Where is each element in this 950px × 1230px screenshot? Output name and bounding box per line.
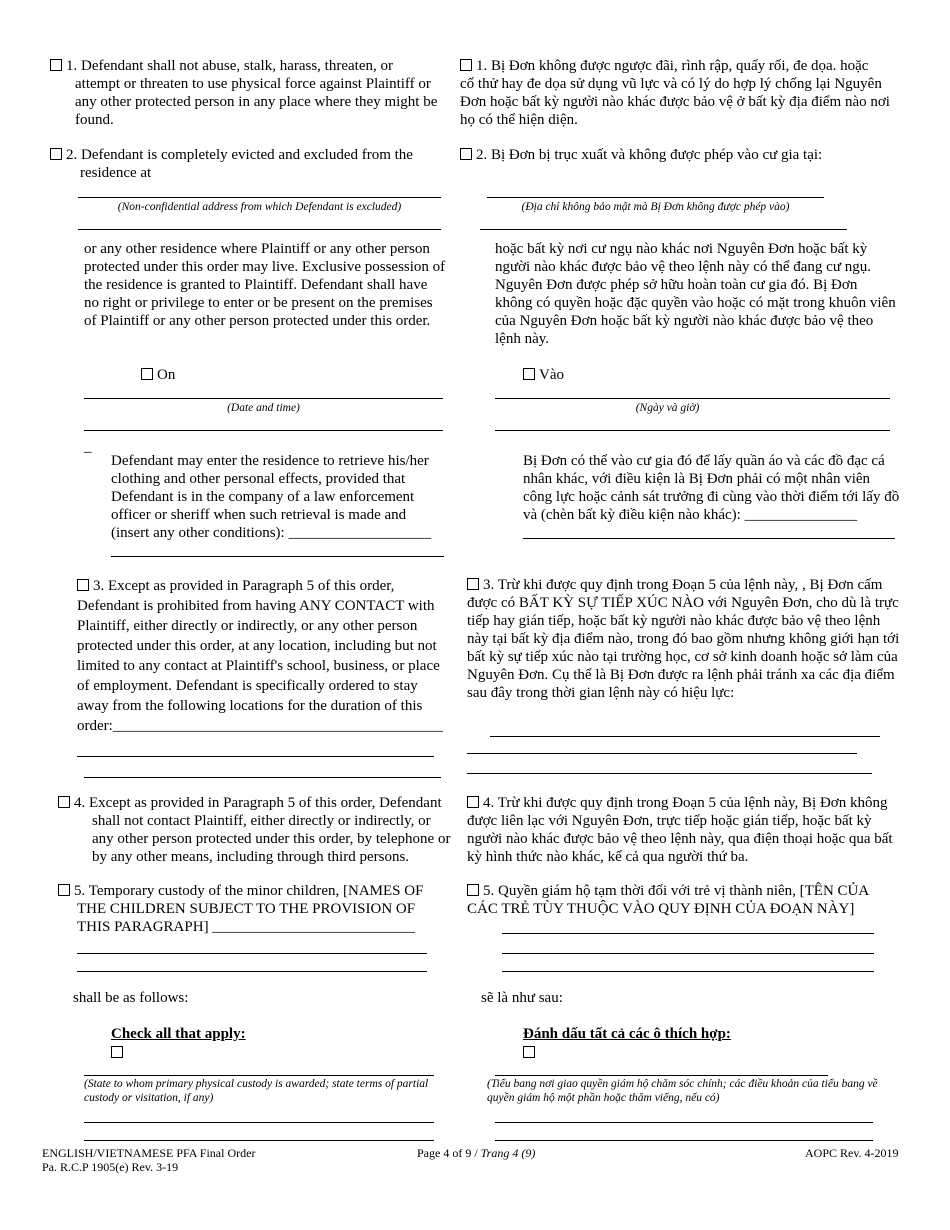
left-paragraph-5: 5. Temporary custody of the minor children, [NAMES OF THE CHILDREN SUBJECT TO THE PROVISION OF THIS PARAGRAPH] ___________________________ <box>58 882 443 936</box>
left-paragraph-4: 4. Except as provided in Paragraph 5 of this order, Defendant shall not contact Plaintiff, either directly or indirectly, or any other person protected under this order, by telephone or by any other means, including through third persons. <box>58 794 455 866</box>
left-p2-body: or any other residence where Plaintiff or any other person protected under this order may live. Exclusive possession of the residence is granted to Plaintiff. Defendant shall have no right or privilege to enter or be present on the premises of Plaintiff or any other person protected under this order. <box>84 241 446 329</box>
right-paragraph-5: 5. Quyền giám hộ tạm thời đối với trẻ vị thành niên, [TÊN CỦA CÁC TRẺ TÙY THUỘC VÀO QUY ĐỊNH CỦA ĐOẠN NÀY] <box>467 883 869 917</box>
left-datetime-line[interactable] <box>84 398 443 399</box>
left-custody-line-3[interactable] <box>84 1140 434 1141</box>
right-address-line-2[interactable] <box>480 229 847 230</box>
left-custody-checkbox[interactable] <box>111 1046 123 1058</box>
right-p3-line-2[interactable] <box>467 753 857 754</box>
right-p3-line-3[interactable] <box>467 773 872 774</box>
left-shall-be: shall be as follows: <box>73 990 189 1006</box>
right-datetime-caption: (Ngày và giờ) <box>635 402 700 414</box>
left-custody-checkbox-wrap <box>111 1044 127 1062</box>
left-on-checkbox-row: On <box>141 366 175 384</box>
right-custody-checkbox-wrap <box>523 1044 539 1062</box>
left-paragraph-2: 2. Defendant is completely evicted and excluded from the residence at <box>50 146 445 182</box>
footer-form-info <box>42 1146 255 1174</box>
left-p4-checkbox[interactable] <box>58 796 70 808</box>
left-check-all-heading: Check all that apply: <box>111 1026 246 1042</box>
right-check-all-heading: Đánh dấu tất cả các ô thích hợp: <box>523 1026 731 1042</box>
left-p3-checkbox[interactable] <box>77 579 89 591</box>
right-custody-line-2[interactable] <box>495 1122 873 1123</box>
left-p1-checkbox[interactable] <box>50 59 62 71</box>
right-p5-checkbox[interactable] <box>467 884 479 896</box>
left-datetime-line-2[interactable] <box>84 430 443 431</box>
left-p2-checkbox[interactable] <box>50 148 62 160</box>
right-paragraph-4: 4. Trừ khi được quy định trong Đoạn 5 của lệnh này, Bị Đơn không được liên lạc với Nguyên Đơn, trực tiếp hoặc gián tiếp, hoặc bất kỳ người nào khác được bảo vệ theo lệnh này, qua điện thoại hoặc qua bất kỳ hình thức nào khác, kể cả qua người thứ ba. <box>467 795 893 865</box>
right-p5-line-3[interactable] <box>502 971 874 972</box>
right-paragraph-2: 2. Bị Đơn bị trục xuất và không được phép vào cư gia tại: <box>460 146 900 164</box>
left-p5-checkbox[interactable] <box>58 884 70 896</box>
right-p3-checkbox[interactable] <box>467 578 479 590</box>
left-datetime-caption: (Date and time) <box>227 402 300 414</box>
left-p3-line-1[interactable] <box>77 756 434 757</box>
right-datetime-line-2[interactable] <box>495 430 890 431</box>
left-retrieve-text: Defendant may enter the residence to retrieve his/her clothing and other personal effects, provided that Defendant is in the company of a law enforcement officer or sheriff when such retrieval is made and (insert any other conditions): ___________________ <box>111 453 431 541</box>
left-address-line[interactable] <box>78 197 441 198</box>
right-p2-body: hoặc bất kỳ nơi cư ngụ nào khác nơi Nguyên Đơn hoặc bất kỳ người nào khác được bảo vệ theo lệnh này có thể đang cư ngụ. Nguyên Đơn được phép sở hữu hoàn toàn cư gia đó. Bị Đơn không có quyền hoặc đặc quyền vào hoặc có mặt trong khuôn viên của Nguyên Đơn hoặc bất kỳ người nào khác được bảo vệ theo lệnh này. <box>495 241 896 347</box>
left-address-line-2[interactable] <box>78 229 441 230</box>
right-p4-checkbox[interactable] <box>467 796 479 808</box>
right-custody-checkbox[interactable] <box>523 1046 535 1058</box>
left-custody-line-2[interactable] <box>84 1122 434 1123</box>
left-stray-mark: _ <box>84 439 92 455</box>
right-p3-line-1[interactable] <box>490 736 880 737</box>
right-shall-be: sẽ là như sau: <box>481 990 563 1006</box>
left-custody-line[interactable] <box>84 1075 434 1076</box>
left-p5-line-1[interactable] <box>77 953 427 954</box>
right-custody-caption: (Tiểu bang nơi giao quyền giám hộ chăm sóc chính; các điều khoản của tiểu bang về quyền giám hộ một phần hoặc thăm viếng, nếu có) <box>487 1078 878 1104</box>
right-custody-line[interactable] <box>495 1075 828 1076</box>
footer-page-number: Page 4 of 9 / Trang 4 (9) <box>417 1146 536 1160</box>
right-paragraph-3: 3. Trừ khi được quy định trong Đoạn 5 của lệnh này, , Bị Đơn cấm được có BẤT KỲ SỰ TIẾP XÚC NÀO với Nguyên Đơn, cho dù là trực tiếp hay gián tiếp, hoặc bất kỳ người nào khác được bảo vệ theo lệnh này tại bất kỳ địa điểm nào, trong đó bao gồm nhưng không giới hạn tới bất kỳ sự tiếp xúc nào tại trường học, cơ sở kinh doanh hoặc sở làm của Nguyên Đơn. Cụ thể là Bị Đơn được ra lệnh phải tránh xa các địa điểm sau đây trong thời gian lệnh này có hiệu lực: <box>467 577 900 701</box>
left-retrieve-line[interactable] <box>111 556 444 557</box>
left-p5-line-2[interactable] <box>77 971 427 972</box>
left-paragraph-1: 1. Defendant shall not abuse, stalk, harass, threaten, or attempt or threaten to use physical force against Plaintiff or any other protected person in any place where they might be found. <box>50 57 445 129</box>
left-address-caption: (Non-confidential address from which Defendant is excluded) <box>117 201 402 213</box>
right-p5-line-1[interactable] <box>502 933 874 934</box>
left-p3-line-2[interactable] <box>84 777 441 778</box>
footer-rule: Pa. R.C.P 1905(e) Rev. 3-19 <box>42 1160 179 1174</box>
right-retrieve-line[interactable] <box>523 538 895 539</box>
right-p2-checkbox[interactable] <box>460 148 472 160</box>
right-datetime-line[interactable] <box>495 398 890 399</box>
right-paragraph-1: 1. Bị Đơn không được ngược đãi, rình rập, quấy rối, đe dọa. hoặc cố thử hay đe dọa sử dụng vũ lực và có lý do hợp lý chống lại Nguyên Đơn hoặc bất kỳ người nào khác được bảo vệ ở bất kỳ địa điểm nào nơi họ có thể hiện diện. <box>460 58 890 128</box>
right-address-line[interactable] <box>487 197 824 198</box>
footer-form-name: ENGLISH/VIETNAMESE PFA Final Order <box>42 1146 256 1160</box>
right-on-checkbox-row: Vào <box>523 366 564 384</box>
right-p5-line-2[interactable] <box>502 953 874 954</box>
right-p1-checkbox[interactable] <box>460 59 472 71</box>
footer-revision: AOPC Rev. 4-2019 <box>805 1146 899 1160</box>
right-address-caption: (Địa chỉ không bảo mật mà Bị Đơn không được phép vào) <box>521 201 790 213</box>
left-custody-caption: (State to whom primary physical custody is awarded; state terms of partial custody or visitation, if any) <box>84 1078 429 1104</box>
left-on-checkbox[interactable] <box>141 368 153 380</box>
right-retrieve-text: Bị Đơn có thể vào cư gia đó để lấy quần áo và các đồ đạc cá nhân khác, với điều kiện là Bị Đơn phải có một nhân viên công lực hoặc cảnh sát trưởng đi cùng vào thời điểm tới lấy đồ và (chèn bất kỳ điều kiện nào khác): _______________ <box>523 453 900 523</box>
left-paragraph-3: 3. Except as provided in Paragraph 5 of this order, Defendant is prohibited from having ANY CONTACT with Plaintiff, either directly or indirectly, or any other person protected under this order, at any location, including but not limited to any contact at Plaintiff's school, business, or place of employment. Defendant is specifically ordered to stay away from the following locations for the duration of this order:____________________________________________ <box>77 578 443 734</box>
right-custody-line-3[interactable] <box>495 1140 873 1141</box>
right-on-checkbox[interactable] <box>523 368 535 380</box>
